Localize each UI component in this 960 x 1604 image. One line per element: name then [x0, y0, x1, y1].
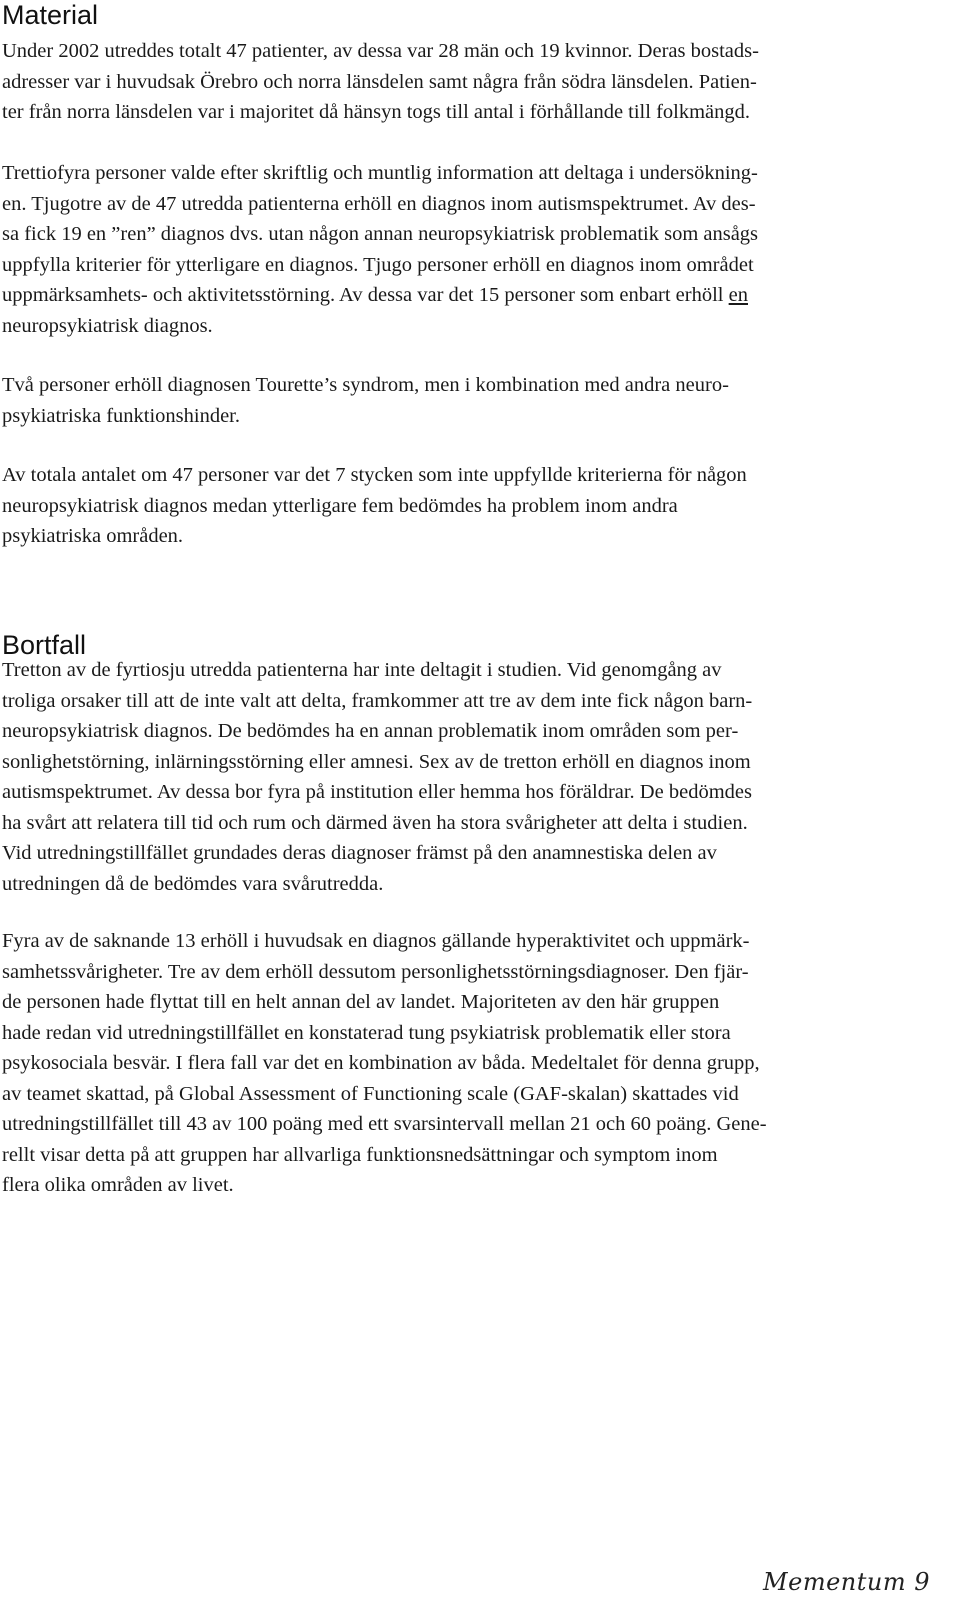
text-line: flera olika områden av livet.	[2, 1174, 234, 1196]
text-line: Under 2002 utreddes totalt 47 patienter, av dessa var 28 män och 19 kvinnor. Deras bostads-	[2, 40, 759, 62]
text-line: samhetssvårigheter. Tre av dem erhöll dessutom personlighetsstörningsdiagnoser. Den fjär-	[2, 960, 749, 983]
text-line: psykiatriska områden.	[2, 525, 184, 547]
text-line: utredningstillfället till 43 av 100 poäng med ett svarsintervall mellan 21 och 60 poäng. Gene-	[2, 1113, 767, 1135]
text-line: hade redan vid utredningstillfället en konstaterad tung psykiatrisk problematik eller stora	[2, 1021, 731, 1044]
section-heading-material: Material	[2, 0, 99, 30]
text-line: adresser var i huvudsak Örebro och norra länsdelen samt några från södra länsdelen. Patien-	[2, 70, 757, 93]
paragraph-bortfall-2	[2, 926, 950, 1201]
text-line: Två personer erhöll diagnosen Tourette’s syndrom, men i kombination med andra neuro-	[2, 374, 729, 396]
page-footer: Mementum 9	[763, 1568, 930, 1596]
text-line-main: uppmärksamhets- och aktivitetsstörning. Av dessa var det 15 personer som enbart erhöll	[2, 284, 729, 306]
text-line: rellt visar detta på att gruppen har allvarliga funktionsnedsättningar och symptom inom	[2, 1143, 718, 1166]
paragraph-material-1	[2, 36, 950, 128]
text-line: uppfylla kriterier för ytterligare en diagnos. Tjugo personer erhöll en diagnos inom området	[2, 253, 754, 276]
text-line: av teamet skattad, på Global Assessment of Functioning scale (GAF-skalan) skattades vid	[2, 1082, 739, 1105]
text-line: Tretton av de fyrtiosju utredda patienterna har inte deltagit i studien. Vid genomgång av	[2, 659, 722, 681]
paragraph-material-2	[2, 158, 950, 341]
text-line: Fyra av de saknande 13 erhöll i huvudsak en diagnos gällande hyperaktivitet och uppmärk-	[2, 930, 750, 952]
text-line: autismspektrumet. Av dessa bor fyra på institution eller hemma hos föräldrar. De bedömdes	[2, 781, 752, 803]
paragraph-material-3	[2, 370, 950, 431]
underlined-word: en	[728, 284, 748, 306]
text-line: ha svårt att relatera till tid och rum och därmed även ha stora svårigheter att delta i studien.	[2, 811, 748, 834]
text-line: en. Tjugotre av de 47 utredda patienterna erhöll en diagnos inom autismspektrumet. Av des-	[2, 192, 756, 215]
text-line: neuropsykiatrisk diagnos. De bedömdes ha en annan problematik inom områden som per-	[2, 720, 739, 742]
text-line: neuropsykiatrisk diagnos.	[2, 314, 213, 337]
text-line: utredningen då de bedömdes vara svårutredda.	[2, 872, 384, 895]
text-line: Vid utredningstillfället grundades deras diagnoser främst på den anamnestiska delen av	[2, 842, 717, 864]
text-line: ter från norra länsdelen var i majoritet då hänsyn togs till antal i förhållande till folkmängd.	[2, 101, 751, 123]
text-line: troliga orsaker till att de inte valt att delta, framkommer att tre av dem inte fick någon barn-	[2, 689, 753, 712]
text-line: neuropsykiatrisk diagnos medan ytterligare fem bedömdes ha problem inom andra	[2, 494, 678, 517]
text-line: Trettiofyra personer valde efter skriftlig och muntlig information att deltaga i undersökning-	[2, 162, 758, 184]
paragraph-bortfall-1	[2, 655, 950, 899]
text-line: Av totala antalet om 47 personer var det 7 stycken som inte uppfyllde kriterierna för någon	[2, 464, 747, 486]
text-line: psykosociala besvär. I flera fall var det en kombination av båda. Medeltalet för denna grupp,	[2, 1052, 760, 1074]
text-line: de personen hade flyttat till en helt annan del av landet. Majoriteten av den här gruppen	[2, 991, 720, 1013]
section-heading-bortfall: Bortfall	[2, 630, 87, 660]
paragraph-material-4	[2, 460, 950, 552]
text-line: psykiatriska funktionshinder.	[2, 404, 241, 427]
text-line	[2, 280, 950, 311]
text-line: sa fick 19 en ”ren” diagnos dvs. utan någon annan neuropsykiatrisk problematik som ansågs	[2, 223, 759, 245]
text-line: sonlighetstörning, inlärningsstörning eller amnesi. Sex av de tretton erhöll en diagnos inom	[2, 750, 751, 773]
